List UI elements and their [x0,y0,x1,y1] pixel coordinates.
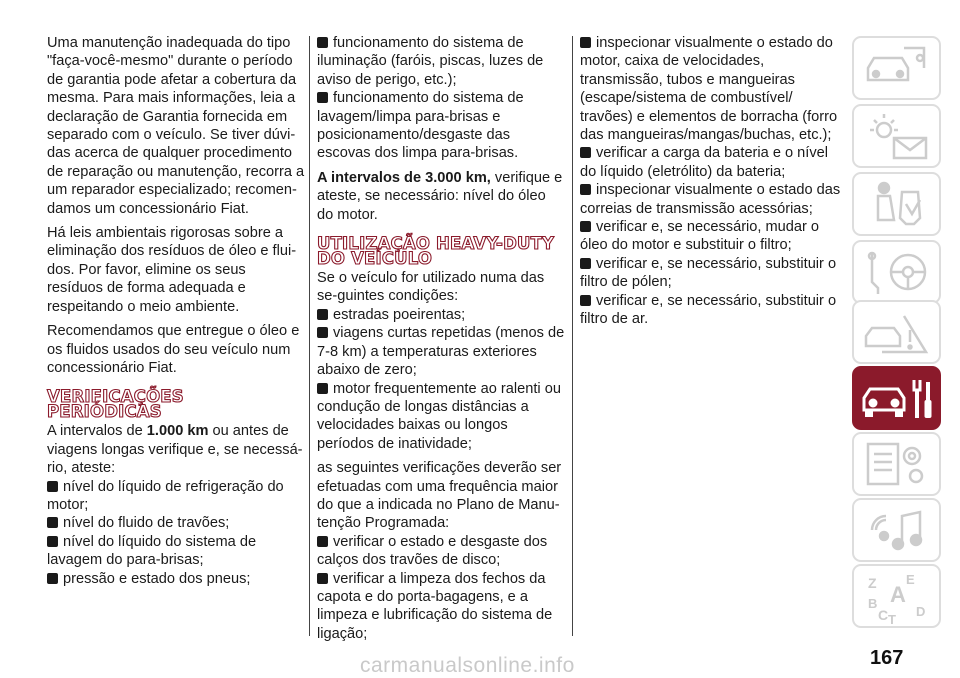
checkbox-icon [47,481,58,492]
list-item: funcionamento do sistema de iluminação (faróis, piscas, luzes de aviso de perigo, etc.); [317,35,544,88]
column-middle [317,34,565,643]
list-item: nível do fluido de travões; [47,514,305,532]
checkbox-icon [317,37,328,48]
list-item: motor frequentemente ao ralenti ou condução de longas distâncias a velocidades baixas ou longos períodos de inatividade; [317,380,561,452]
car-info-icon [854,38,939,98]
tab-warning-lights[interactable] [852,104,941,168]
heading-periodic-checks: VERIFICAÇÕES PERIÓDICAS [47,387,184,422]
list-item: pressão e estado dos pneus; [47,570,305,588]
list-item: verificar e, se necessário, substituir o filtro de ar. [580,292,837,328]
heading-heavy-duty: UTILIZAÇÃO HEAVY-DUTY DO VEÍCULO [317,234,555,269]
svg-text:B: B [868,596,878,611]
tab-starting-driving[interactable] [852,240,941,304]
list-item: verificar e, se necessário, substituir o filtro de pólen; [580,255,837,291]
column-right [580,34,844,329]
paragraph-intervals: A intervalos de 1.000 km ou antes de viagens longas verifique e, se necessá-rio, ateste: [47,423,303,477]
svg-text:D: D [916,604,926,619]
list-item: nível do líquido do sistema de lavagem do para-brisas; [47,533,257,569]
list-item: nível do líquido de refrigeração do motor; [47,478,284,513]
paragraph-frequency: as seguintes verificações deverão ser efetuadas com uma frequência maior do que a indicada no Plano de Manu-tenção Programada: [317,460,562,532]
svg-text:E: E [906,572,915,587]
list-item: verificar e, se necessário, mudar o óleo do motor e substituir o filtro; [580,219,820,254]
checkbox-icon [580,221,591,232]
tab-multimedia[interactable] [852,498,941,562]
technical-data-icon [854,434,939,494]
svg-text:Z: Z [868,575,877,591]
checkbox-icon [317,573,328,584]
column-divider-1 [309,36,310,636]
tab-maintenance[interactable] [852,366,941,430]
checkbox-icon [580,184,591,195]
checkbox-icon [317,92,328,103]
paragraph-environment: Há leis ambientais rigorosas sobre a eliminação dos resíduos de óleo e flui-dos. Por favor, elimine os seus resíduos de forma adequada e respeitando o meio ambiente. [47,225,297,315]
multimedia-icon [854,500,939,560]
steering-wheel-icon [854,242,939,302]
list-item: viagens curtas repetidas (menos de 7-8 km) a temperaturas exteriores abaixo de zero; [317,325,565,379]
index-abc-icon [854,566,939,626]
checkbox-icon [47,573,58,584]
checkbox-icon [47,517,58,528]
checkbox-icon [580,295,591,306]
list-item: verificar a limpeza dos fechos da capota e do porta-bagagens, e a limpeza e lubrificação do sistema de ligação; [317,570,553,642]
checkbox-icon [317,309,328,320]
svg-text:C: C [878,607,889,623]
page-number: 167 [870,647,904,669]
list-item: inspecionar visualmente o estado das correias de transmissão acessórias; [580,182,841,217]
watermark: carmanualsonline.info [360,654,575,677]
list-item: verificar o estado e desgaste dos calços dos travões de disco; [317,533,548,569]
checkbox-icon [580,258,591,269]
tab-index[interactable] [852,564,941,628]
paragraph-3000km: A intervalos de 3.000 km, verifique e ateste, se necessário: nível do óleo do motor. [317,169,563,223]
tab-technical-data[interactable] [852,432,941,496]
checkbox-icon [317,327,328,338]
checkbox-icon [580,37,591,48]
checkbox-icon [317,536,328,547]
checkbox-icon [47,536,58,547]
list-item: estradas poeirentas; [317,306,565,324]
column-left [47,34,305,588]
car-maintenance-icon [854,368,939,428]
car-emergency-icon [854,302,939,362]
tab-emergency[interactable] [852,300,941,364]
paragraph-warranty: Uma manutenção inadequada do tipo "faça-você-mesmo" durante o período de garantia pode afetar a cobertura da mesma. Para mais informações, leia a declaração de Garantia fornecida em separado com o veículo. Se tiver dúvi-das acerca de qualquer procedimento de reparação ou manutenção, recorra a um reparador especializado; recomen-damos um concessionário Fiat. [47,35,305,217]
paragraph-recommendation: Recomendamos que entregue o óleo e os fluidos usados do seu veículo num concessionário Fiat. [47,323,300,376]
svg-text:T: T [888,612,896,626]
list-item: verificar a carga da bateria e o nível do líquido (eletrólito) da bateria; [580,145,829,180]
tab-car-info[interactable] [852,36,941,100]
warning-lights-icon [854,106,939,166]
list-item: funcionamento do sistema de lavagem/limpa para-brisas e posicionamento/desgaste das escovas dos limpa para-brisas. [317,90,524,162]
checkbox-icon [317,383,328,394]
checkbox-icon [580,147,591,158]
tab-safety[interactable] [852,172,941,236]
list-item: inspecionar visualmente o estado do motor, caixa de velocidades, transmissão, tubos e mangueiras (escape/sistema de combustível/ travões) e elementos de borracha (forro das mangueiras/mangas/buchas, etc.); [580,35,838,144]
svg-text:A: A [890,582,906,607]
paragraph-conditions-intro: Se o veículo for utilizado numa das se-guintes condições: [317,270,545,305]
column-divider-2 [572,36,573,636]
seat-safety-icon [854,174,939,234]
